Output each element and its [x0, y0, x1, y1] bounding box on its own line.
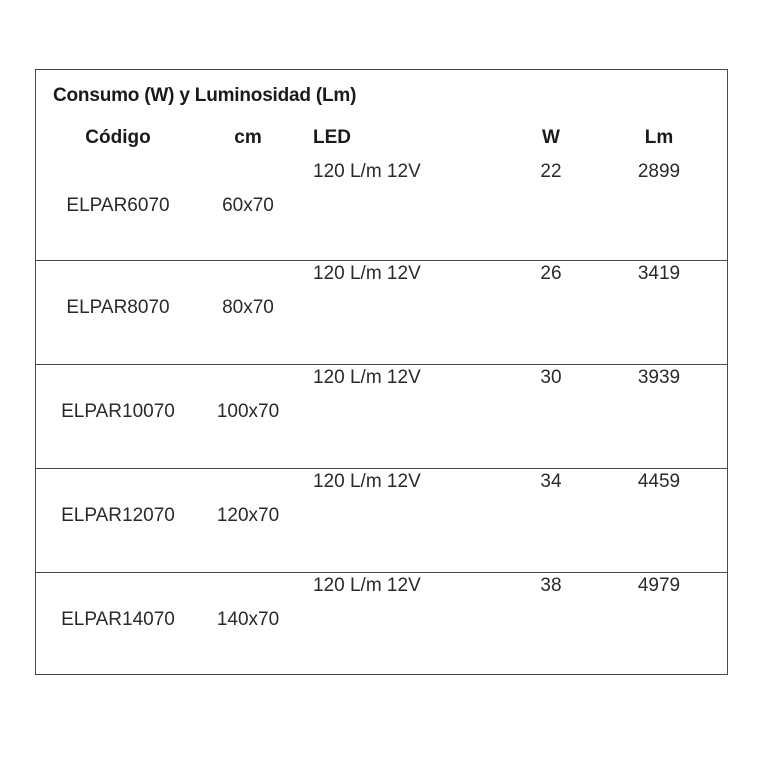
header-code: Código — [85, 127, 151, 148]
table-row — [36, 260, 727, 364]
cell-led: 120 L/m 12V — [313, 263, 421, 284]
cell-lumens: 4459 — [637, 471, 681, 492]
cell-code: ELPAR10070 — [61, 401, 175, 422]
table-row — [36, 572, 727, 676]
cell-size: 140x70 — [216, 609, 280, 630]
cell-led: 120 L/m 12V — [313, 367, 421, 388]
cell-size: 120x70 — [216, 505, 280, 526]
cell-size: 100x70 — [216, 401, 280, 422]
header-watts: W — [542, 127, 560, 148]
cell-watts: 22 — [540, 161, 562, 182]
cell-code: ELPAR14070 — [61, 609, 175, 630]
cell-led: 120 L/m 12V — [313, 161, 421, 182]
cell-code: ELPAR6070 — [66, 195, 170, 216]
spec-table — [35, 69, 728, 675]
cell-led: 120 L/m 12V — [313, 575, 421, 596]
cell-code: ELPAR8070 — [66, 297, 170, 318]
table-row — [36, 159, 727, 263]
cell-lumens: 3419 — [637, 263, 681, 284]
cell-code: ELPAR12070 — [61, 505, 175, 526]
cell-lumens: 3939 — [637, 367, 681, 388]
cell-watts: 34 — [540, 471, 562, 492]
header-lumens: Lm — [644, 127, 674, 148]
cell-size: 60x70 — [222, 195, 274, 216]
cell-led: 120 L/m 12V — [313, 471, 421, 492]
cell-watts: 26 — [540, 263, 562, 284]
cell-size: 80x70 — [222, 297, 274, 318]
header-led: LED — [313, 127, 351, 148]
cell-watts: 38 — [540, 575, 562, 596]
table-row — [36, 468, 727, 572]
table-title: Consumo (W) y Luminosidad (Lm) — [53, 85, 357, 106]
cell-lumens: 2899 — [637, 161, 681, 182]
header-size: cm — [234, 127, 262, 148]
table-row — [36, 364, 727, 468]
cell-watts: 30 — [540, 367, 562, 388]
cell-lumens: 4979 — [637, 575, 681, 596]
